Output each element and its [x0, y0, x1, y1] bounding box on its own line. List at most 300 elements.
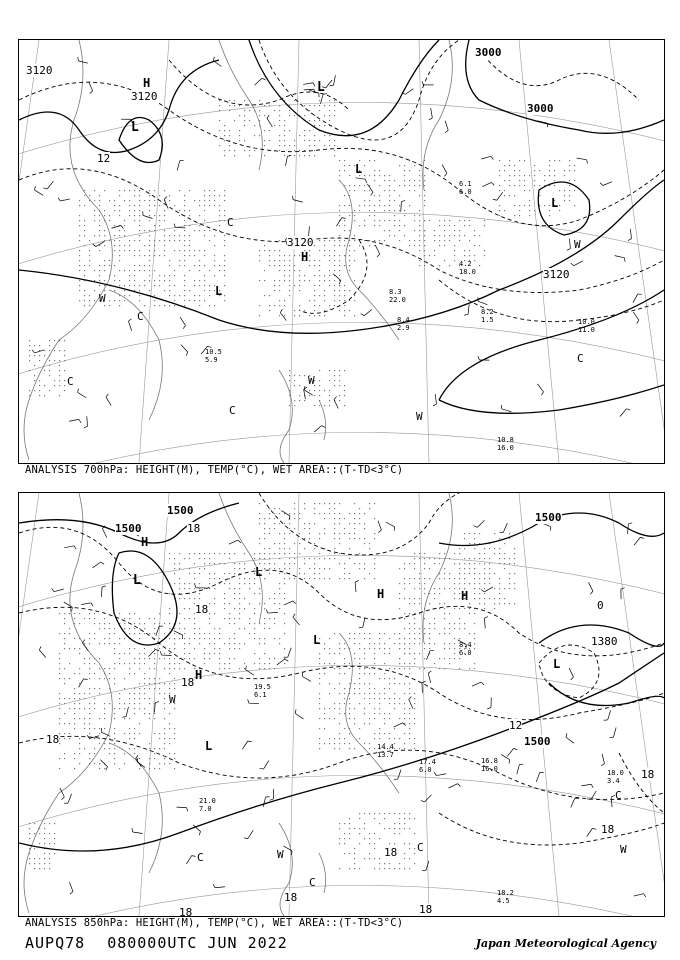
wet-dot: [189, 255, 190, 256]
wet-dot: [459, 608, 460, 609]
wet-dot: [344, 300, 345, 301]
wet-dot: [374, 578, 375, 579]
wet-dot: [79, 648, 80, 649]
wet-dot: [344, 698, 345, 699]
wet-dot: [344, 265, 345, 266]
wet-dot: [139, 225, 140, 226]
wet-dot: [229, 553, 230, 554]
wet-dot: [434, 598, 435, 599]
wet-dot: [449, 648, 450, 649]
wet-dot: [344, 230, 345, 231]
wet-dot: [224, 618, 225, 619]
wet-dot: [104, 215, 105, 216]
wet-dot: [144, 653, 145, 654]
wet-dot: [289, 260, 290, 261]
wet-dot: [154, 245, 155, 246]
wet-dot: [514, 583, 515, 584]
wind-barb: [309, 226, 310, 236]
wet-dot: [499, 558, 500, 559]
wet-dot: [209, 295, 210, 296]
wet-dot: [304, 528, 305, 529]
wet-dot: [154, 250, 155, 251]
wet-dot: [399, 863, 400, 864]
wet-dot: [84, 265, 85, 266]
wet-dot: [389, 180, 390, 181]
wet-dot: [134, 265, 135, 266]
wet-dot: [104, 638, 105, 639]
wet-dot: [159, 305, 160, 306]
wet-dot: [89, 638, 90, 639]
wet-dot: [294, 563, 295, 564]
wet-dot: [124, 763, 125, 764]
wet-dot: [494, 553, 495, 554]
wet-dot: [379, 678, 380, 679]
wet-dot: [334, 290, 335, 291]
wet-dot: [174, 658, 175, 659]
wet-dot: [364, 190, 365, 191]
wet-dot: [394, 668, 395, 669]
wet-dot: [94, 623, 95, 624]
wet-dot: [414, 588, 415, 589]
wet-dot: [324, 533, 325, 534]
station-plot: 16.8 16.0: [481, 757, 498, 773]
wet-dot: [99, 658, 100, 659]
wet-dot: [384, 230, 385, 231]
wet-dot: [319, 270, 320, 271]
wind-barb: [83, 643, 89, 651]
wind-barb: [633, 294, 638, 303]
wind-barb-flag: [493, 199, 497, 200]
wet-dot: [354, 848, 355, 849]
wet-dot: [324, 295, 325, 296]
wet-dot: [134, 275, 135, 276]
wet-dot: [239, 135, 240, 136]
wet-dot: [344, 738, 345, 739]
wet-dot: [409, 245, 410, 246]
wet-dot: [49, 350, 50, 351]
wet-dot: [174, 768, 175, 769]
wet-dot: [284, 125, 285, 126]
wet-dot: [564, 195, 565, 196]
wet-dot: [289, 285, 290, 286]
wet-dot: [319, 105, 320, 106]
wet-dot: [174, 295, 175, 296]
wet-dot: [524, 185, 525, 186]
wet-dot: [224, 300, 225, 301]
wet-dot: [354, 658, 355, 659]
wet-dot: [399, 195, 400, 196]
wet-dot: [399, 718, 400, 719]
wet-dot: [64, 350, 65, 351]
wind-barb-flag: [70, 892, 73, 895]
wet-dot: [424, 628, 425, 629]
wind-barb: [186, 856, 191, 864]
wet-dot: [104, 678, 105, 679]
wet-dot: [64, 758, 65, 759]
wet-dot: [354, 563, 355, 564]
wet-dot: [364, 838, 365, 839]
wet-dot: [349, 548, 350, 549]
wet-dot: [484, 568, 485, 569]
wet-dot: [124, 220, 125, 221]
wet-dot: [134, 633, 135, 634]
wet-dot: [44, 828, 45, 829]
wet-dot: [124, 618, 125, 619]
wet-dot: [179, 583, 180, 584]
wet-dot: [254, 150, 255, 151]
wet-dot: [224, 255, 225, 256]
wet-dot: [214, 613, 215, 614]
wet-dot: [499, 563, 500, 564]
wet-dot: [429, 220, 430, 221]
wet-dot: [89, 613, 90, 614]
wet-dot: [234, 643, 235, 644]
wet-dot: [154, 270, 155, 271]
wet-dot: [269, 533, 270, 534]
wet-dot: [474, 593, 475, 594]
wet-dot: [424, 558, 425, 559]
wet-dot: [339, 578, 340, 579]
wet-dot: [354, 633, 355, 634]
wind-barb-flag: [72, 607, 73, 611]
wet-dot: [264, 295, 265, 296]
wet-dot: [114, 733, 115, 734]
height-label: 1500: [524, 735, 551, 748]
wet-dot: [74, 708, 75, 709]
wet-dot: [444, 603, 445, 604]
wind-barb: [333, 274, 340, 281]
wet-dot: [319, 305, 320, 306]
wind-barb-flag: [566, 733, 567, 737]
wet-dot: [339, 563, 340, 564]
wet-dot: [304, 400, 305, 401]
wet-dot: [174, 753, 175, 754]
wet-dot: [364, 673, 365, 674]
wet-dot: [149, 713, 150, 714]
wet-dot: [324, 250, 325, 251]
wet-dot: [319, 370, 320, 371]
wet-dot: [54, 385, 55, 386]
wet-dot: [164, 210, 165, 211]
wet-dot: [374, 518, 375, 519]
wet-dot: [199, 558, 200, 559]
wet-dot: [164, 305, 165, 306]
wet-dot: [474, 573, 475, 574]
wet-dot: [364, 723, 365, 724]
wind-barb: [611, 797, 612, 807]
wet-dot: [424, 578, 425, 579]
wind-barb: [148, 649, 155, 656]
wet-dot: [294, 145, 295, 146]
wet-dot: [429, 603, 430, 604]
wet-dot: [259, 513, 260, 514]
wet-dot: [134, 285, 135, 286]
wet-dot: [184, 305, 185, 306]
wet-dot: [134, 628, 135, 629]
wet-dot: [399, 823, 400, 824]
wet-dot: [404, 568, 405, 569]
wet-dot: [244, 100, 245, 101]
wet-dot: [319, 748, 320, 749]
wet-dot: [324, 643, 325, 644]
wet-dot: [269, 553, 270, 554]
wet-dot: [279, 150, 280, 151]
wet-dot: [164, 190, 165, 191]
wet-dot: [44, 833, 45, 834]
wet-dot: [154, 683, 155, 684]
wet-dot: [229, 638, 230, 639]
wet-dot: [414, 598, 415, 599]
wet-dot: [244, 643, 245, 644]
wet-dot: [124, 628, 125, 629]
wet-dot: [384, 663, 385, 664]
wet-dot: [184, 668, 185, 669]
wet-dot: [209, 658, 210, 659]
wet-dot: [354, 215, 355, 216]
wet-dot: [509, 533, 510, 534]
wet-dot: [454, 648, 455, 649]
wet-dot: [374, 818, 375, 819]
valid-time: 080000UTC JUN 2022: [107, 934, 288, 952]
wind-barb-flag: [628, 523, 632, 524]
wet-dot: [89, 703, 90, 704]
wet-dot: [154, 713, 155, 714]
wet-dot: [519, 185, 520, 186]
wet-dot: [169, 295, 170, 296]
wet-dot: [344, 693, 345, 694]
wet-dot: [324, 503, 325, 504]
wet-dot: [234, 648, 235, 649]
wet-dot: [149, 688, 150, 689]
wet-dot: [334, 240, 335, 241]
wet-dot: [334, 708, 335, 709]
wet-dot: [49, 340, 50, 341]
wet-dot: [104, 210, 105, 211]
wet-dot: [179, 613, 180, 614]
wet-dot: [254, 663, 255, 664]
wet-dot: [399, 738, 400, 739]
wet-dot: [254, 633, 255, 634]
wet-dot: [394, 200, 395, 201]
wet-dot: [444, 573, 445, 574]
wind-barb-flag: [293, 614, 295, 618]
wet-dot: [204, 210, 205, 211]
wet-dot: [219, 105, 220, 106]
wet-dot: [174, 240, 175, 241]
wet-dot: [399, 648, 400, 649]
wet-dot: [189, 250, 190, 251]
wet-dot: [564, 200, 565, 201]
wet-dot: [349, 230, 350, 231]
wet-dot: [349, 693, 350, 694]
wet-dot: [349, 743, 350, 744]
wet-dot: [104, 190, 105, 191]
wet-dot: [299, 553, 300, 554]
wet-dot: [424, 255, 425, 256]
wet-dot: [199, 573, 200, 574]
wet-dot: [209, 578, 210, 579]
wet-dot: [344, 195, 345, 196]
wet-dot: [469, 250, 470, 251]
wet-dot: [164, 738, 165, 739]
wet-dot: [139, 300, 140, 301]
wet-dot: [304, 275, 305, 276]
wet-dot: [344, 395, 345, 396]
wet-dot: [374, 220, 375, 221]
wet-dot: [429, 578, 430, 579]
wet-dot: [314, 543, 315, 544]
wind-barb: [288, 648, 291, 657]
wet-dot: [324, 245, 325, 246]
wet-dot: [394, 210, 395, 211]
wind-barb-flag: [213, 884, 215, 888]
wet-dot: [419, 668, 420, 669]
wet-dot: [59, 340, 60, 341]
wet-dot: [159, 768, 160, 769]
wet-dot: [174, 205, 175, 206]
wind-barb: [264, 761, 269, 770]
wet-dot: [514, 205, 515, 206]
wet-dot: [114, 628, 115, 629]
wet-dot: [324, 390, 325, 391]
wet-dot: [354, 185, 355, 186]
wet-dot: [354, 220, 355, 221]
wet-dot: [349, 663, 350, 664]
wet-dot: [214, 235, 215, 236]
wet-dot: [309, 533, 310, 534]
wind-barb-flag: [484, 617, 488, 619]
wet-dot: [304, 578, 305, 579]
wet-dot: [319, 125, 320, 126]
wet-dot: [359, 205, 360, 206]
wet-dot: [429, 628, 430, 629]
wet-dot: [159, 285, 160, 286]
wind-barb: [255, 78, 262, 85]
wet-dot: [114, 668, 115, 669]
wet-dot: [279, 105, 280, 106]
wet-dot: [184, 653, 185, 654]
wet-dot: [179, 598, 180, 599]
wet-dot: [384, 220, 385, 221]
wet-dot: [319, 240, 320, 241]
wet-dot: [299, 573, 300, 574]
wet-dot: [74, 648, 75, 649]
wind-barb: [436, 774, 446, 776]
wet-dot: [334, 285, 335, 286]
wet-dot: [204, 200, 205, 201]
wet-dot: [464, 578, 465, 579]
wet-dot: [424, 200, 425, 201]
wind-barb: [428, 673, 431, 683]
wet-dot: [74, 688, 75, 689]
wet-dot: [439, 553, 440, 554]
wet-dot: [79, 693, 80, 694]
wind-barb: [401, 202, 402, 212]
wet-dot: [89, 708, 90, 709]
wet-dot: [229, 145, 230, 146]
wet-dot: [214, 205, 215, 206]
pressure-system-mark: L: [553, 657, 561, 671]
wet-dot: [279, 300, 280, 301]
wet-dot: [274, 603, 275, 604]
wet-dot: [139, 653, 140, 654]
wet-dot: [104, 718, 105, 719]
wind-barb-flag: [285, 659, 288, 661]
wet-dot: [244, 140, 245, 141]
wind-barb: [68, 794, 72, 803]
wet-dot: [149, 633, 150, 634]
wet-dot: [139, 205, 140, 206]
wet-dot: [304, 538, 305, 539]
wet-dot: [254, 553, 255, 554]
wet-dot: [29, 360, 30, 361]
wet-dot: [389, 210, 390, 211]
wet-dot: [159, 240, 160, 241]
wet-dot: [354, 533, 355, 534]
wet-dot: [69, 633, 70, 634]
wet-dot: [44, 823, 45, 824]
wet-dot: [209, 623, 210, 624]
wet-dot: [99, 275, 100, 276]
wet-dot: [149, 658, 150, 659]
wet-dot: [129, 295, 130, 296]
wet-dot: [409, 638, 410, 639]
wind-barb-flag: [160, 651, 161, 655]
pressure-system-mark: W: [308, 374, 315, 387]
wet-dot: [244, 553, 245, 554]
wet-dot: [164, 683, 165, 684]
wind-barb-flag: [590, 591, 593, 594]
wet-dot: [144, 698, 145, 699]
wet-dot: [84, 305, 85, 306]
wet-dot: [34, 823, 35, 824]
wet-dot: [174, 230, 175, 231]
wet-dot: [169, 265, 170, 266]
wet-dot: [394, 643, 395, 644]
wet-dot: [104, 728, 105, 729]
wet-dot: [344, 658, 345, 659]
wet-dot: [404, 628, 405, 629]
wet-dot: [84, 658, 85, 659]
wet-dot: [124, 733, 125, 734]
wet-dot: [199, 280, 200, 281]
wet-dot: [399, 668, 400, 669]
wet-dot: [319, 703, 320, 704]
wet-dot: [319, 708, 320, 709]
wet-dot: [299, 290, 300, 291]
wind-barb-flag: [330, 85, 334, 86]
wet-dot: [309, 578, 310, 579]
wind-barb-flag: [474, 526, 478, 528]
wet-dot: [354, 240, 355, 241]
wet-dot: [349, 533, 350, 534]
wet-dot: [244, 628, 245, 629]
wet-dot: [294, 115, 295, 116]
wet-dot: [399, 210, 400, 211]
wet-dot: [529, 215, 530, 216]
wet-dot: [484, 255, 485, 256]
wet-dot: [219, 663, 220, 664]
wet-dot: [344, 205, 345, 206]
wet-dot: [209, 603, 210, 604]
wet-dot: [499, 170, 500, 171]
wind-barb-flag: [421, 800, 425, 802]
wet-dot: [274, 543, 275, 544]
station-plot: 14.4 13.7: [377, 743, 394, 759]
wet-dot: [164, 728, 165, 729]
wet-dot: [269, 295, 270, 296]
wind-barb-flag: [132, 828, 133, 832]
